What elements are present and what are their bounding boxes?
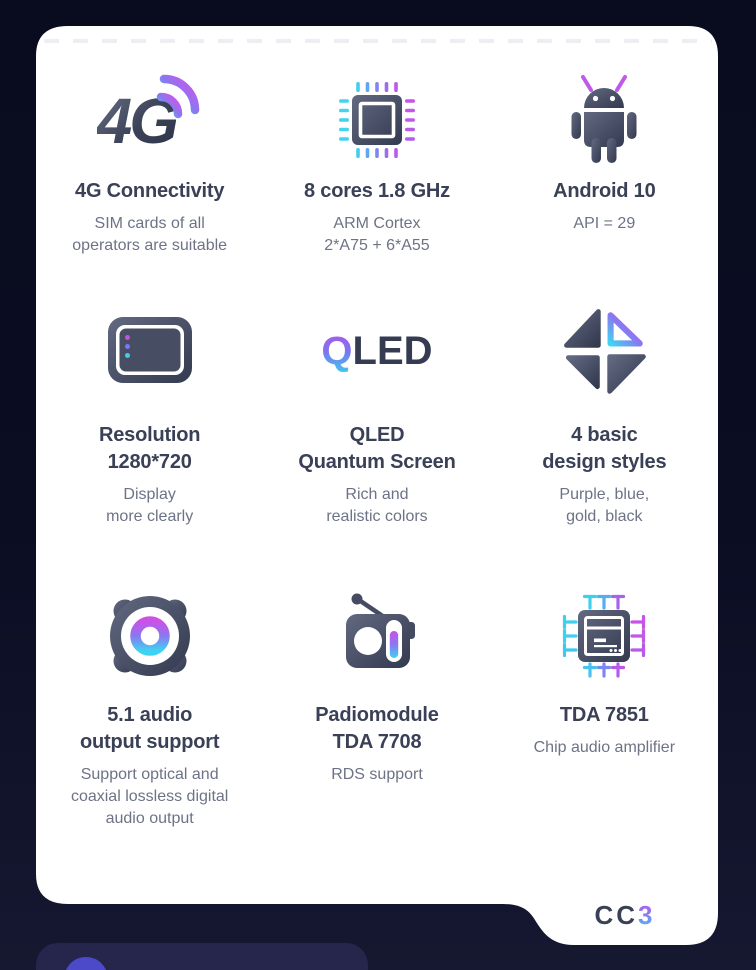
android-robot-svg (554, 70, 654, 170)
cc3-three-glyph: 3 (638, 900, 656, 930)
feature-8-cores (263, 68, 490, 257)
qled-logo (321, 306, 432, 396)
feature-row-1 (36, 68, 718, 257)
feature-subtitle: ARM Cortex 2*A75 + 6*A55 (324, 215, 430, 254)
cc3-brand-logo (560, 897, 690, 933)
feature-subtitle: SIM cards of all operators are suitable (72, 215, 228, 254)
feature-qled (263, 306, 490, 528)
feature-tda7851 (491, 586, 718, 830)
feature-subtitle: Support optical and coaxial lossless digital audio output (70, 766, 229, 827)
feature-title: 5.1 audio output support (79, 704, 220, 753)
feature-row-3 (36, 586, 718, 830)
feature-row-2 (36, 306, 718, 528)
display-screen-svg (98, 311, 202, 391)
feature-title: 4G Connectivity (75, 180, 225, 202)
feature-subtitle: Purple, blue, gold, black (559, 486, 650, 525)
android-robot-icon (554, 68, 654, 172)
feature-title: Resolution 1280*720 (98, 424, 201, 473)
4g-icon (87, 68, 213, 172)
card-top-dashed-decoration (44, 39, 712, 43)
feature-design-styles (491, 306, 718, 528)
feature-51-audio (36, 586, 263, 830)
qled-led-glyph: LED (352, 328, 433, 373)
feature-subtitle: Chip audio amplifier (533, 739, 676, 756)
design-styles-icon (557, 306, 651, 396)
feature-android-10 (491, 68, 718, 257)
4g-glyph: 4G (96, 85, 177, 157)
feature-subtitle: RDS support (331, 766, 423, 783)
radio-icon (327, 586, 427, 686)
signal-arcs-icon (149, 70, 205, 122)
feature-title: Android 10 (553, 180, 656, 202)
feature-subtitle: API = 29 (573, 215, 636, 232)
feature-resolution (36, 306, 263, 528)
design-styles-svg (557, 304, 651, 398)
feature-title: 8 cores 1.8 GHz (304, 180, 450, 202)
speaker-svg (100, 586, 200, 686)
feature-title: QLED Quantum Screen (298, 424, 456, 473)
cc3-cc-glyphs: CC (594, 900, 639, 930)
qled-q-glyph: Q (321, 328, 353, 373)
amplifier-chip-svg (554, 586, 654, 686)
radio-svg (327, 586, 427, 686)
feature-title: TDA 7851 (559, 704, 649, 726)
feature-radiomodule (263, 586, 490, 830)
feature-subtitle: Rich and realistic colors (326, 486, 428, 525)
feature-subtitle: Display more clearly (106, 486, 194, 525)
display-screen-icon (98, 306, 202, 396)
speaker-icon (100, 586, 200, 686)
feature-title: 4 basic design styles (542, 424, 667, 473)
amplifier-chip-icon (554, 586, 654, 686)
feature-4g-connectivity (36, 68, 263, 257)
feature-title: Padiomodule TDA 7708 (315, 704, 439, 753)
cpu-chip-svg (327, 70, 427, 170)
cpu-chip-icon (327, 68, 427, 172)
